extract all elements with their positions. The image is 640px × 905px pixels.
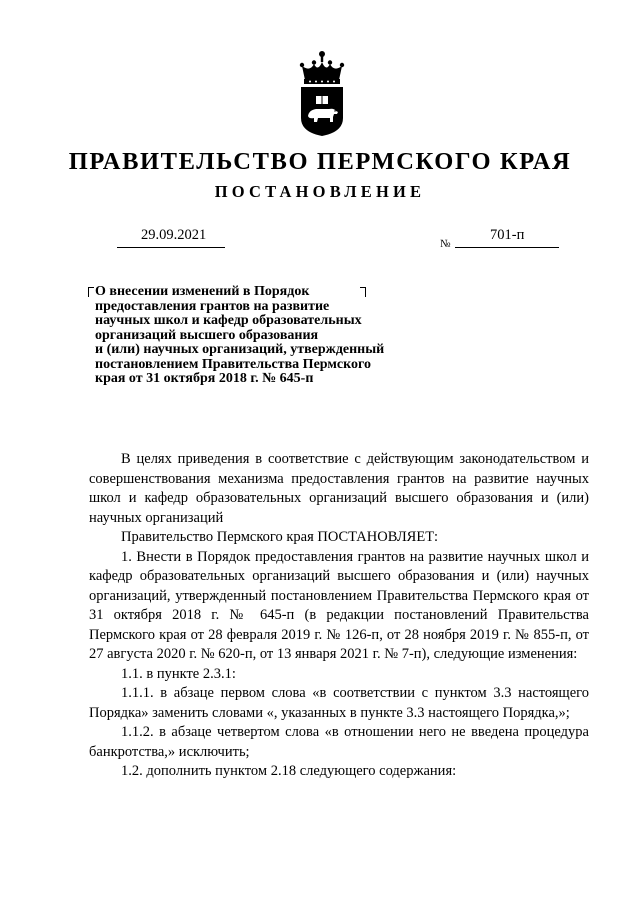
date-underline bbox=[117, 247, 225, 248]
number-underline bbox=[455, 247, 559, 248]
clause-paragraph: 1. Внести в Порядок предоставления грантов на развитие научных школ и кафедр образовательных организаций высшего образования и (или) научных организаций, утвержденный постановлением Правительства Пермского края от 31 октября 2018 г. № 645-п (в редакции постановлений Правительства Пермского края от 28 февраля 2019 г. № 126-п, от 28 ноября 2019 г. № 855-п, от 27 августа 2020 г. № 620-п, от 13 января 2021 г. № 7-п), следующие изменения: bbox=[89, 548, 589, 662]
government-title: ПРАВИТЕЛЬСТВО ПЕРМСКОГО КРАЯ bbox=[68, 148, 572, 175]
document-subject bbox=[95, 285, 384, 387]
subject-line: научных школ и кафедр образовательных bbox=[95, 313, 362, 328]
number-sign: № bbox=[440, 238, 451, 250]
document-body bbox=[89, 450, 589, 782]
subject-line: предоставления грантов на развитие bbox=[95, 298, 330, 314]
clause-paragraph: 1.1.2. в абзаце четвертом слова «в отношении него не введена процедура банкротства,» исключить; bbox=[89, 724, 589, 760]
document-number: 701-п bbox=[490, 227, 525, 243]
document-type: ПОСТАНОВЛЕНИЕ bbox=[214, 182, 426, 201]
clause-paragraph: 1.2. дополнить пунктом 2.18 следующего содержания: bbox=[121, 763, 457, 779]
subject-line: края от 31 октября 2018 г. № 645-п bbox=[95, 371, 314, 386]
subject-line: О внесении изменений в Порядок bbox=[95, 284, 310, 299]
preamble-paragraph: В целях приведения в соответствие с действующим законодательством и совершенствования механизма предоставления грантов на развитие научных школ и кафедр образовательных организаций высшего образования и (или) научных организаций bbox=[89, 451, 589, 526]
document-date: 29.09.2021 bbox=[141, 227, 207, 243]
perm-krai-coat-of-arms-icon bbox=[296, 50, 348, 136]
clause-paragraph: 1.1. в пункте 2.3.1: bbox=[121, 665, 236, 682]
subject-bracket-left bbox=[88, 287, 94, 297]
subject-line: и (или) научных организаций, утвержденный bbox=[95, 342, 385, 357]
resolution-paragraph: Правительство Пермского края ПОСТАНОВЛЯЕТ: bbox=[121, 529, 439, 545]
subject-line: организаций высшего образования bbox=[95, 327, 319, 343]
clause-paragraph: 1.1.1. в абзаце первом слова «в соответствии с пунктом 3.3 настоящего Порядка» заменить словами «, указанных в пункте 3.3 настоящего Порядка,»; bbox=[89, 685, 589, 721]
subject-line: постановлением Правительства Пермского bbox=[95, 356, 371, 372]
